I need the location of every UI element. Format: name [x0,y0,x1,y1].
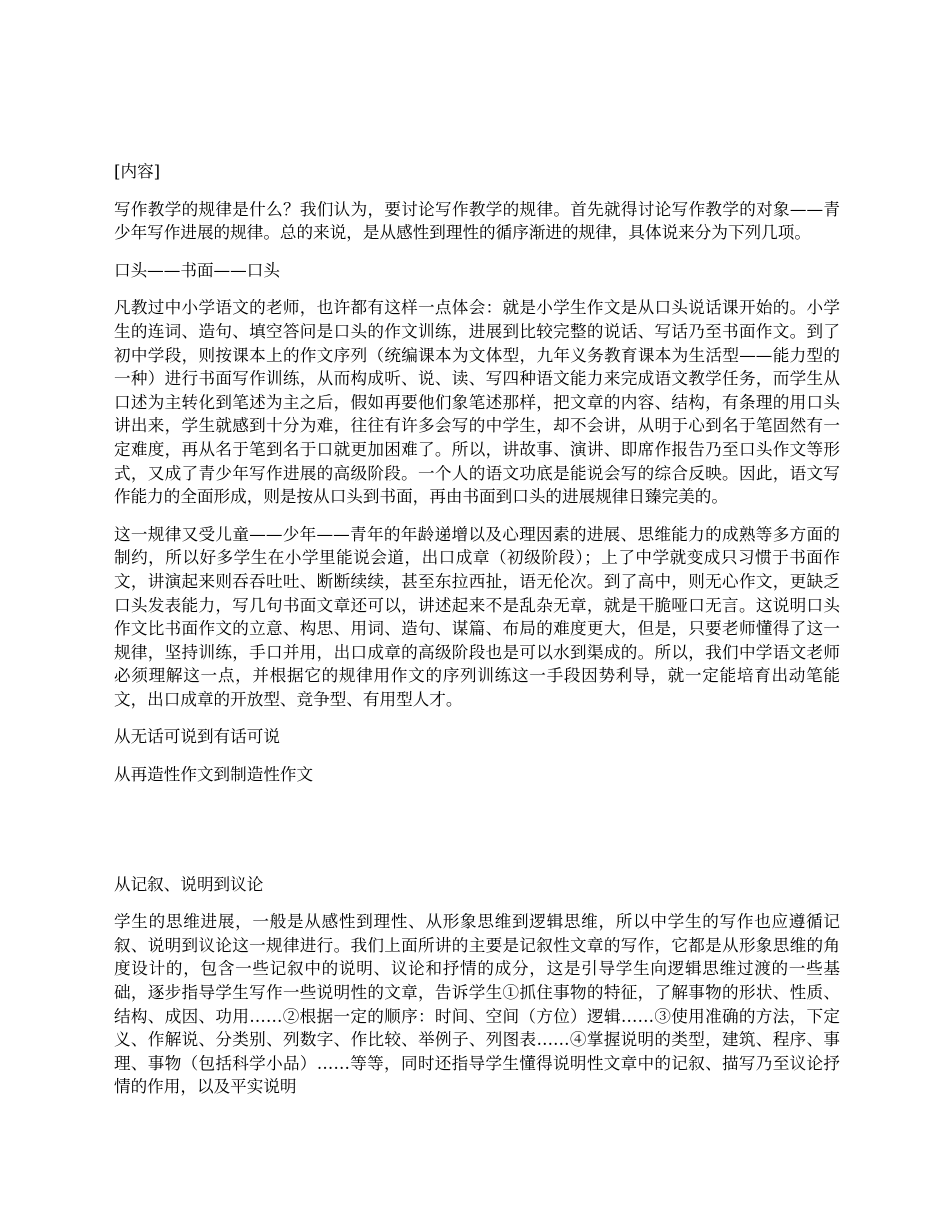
section-heading-oral-written-oral: 口头——书面——口头 [114,260,280,280]
section-heading-narration-to-argument: 从记叙、说明到议论 [114,874,264,894]
section-heading-reproductive-to-creative: 从再造性作文到制造性作文 [114,765,314,785]
content-label: [内容] [114,162,161,181]
section4-paragraph-1: 学生的思维进展，一般是从感性到理性、从形象思维到逻辑思维，所以中学生的写作也应遵循记叙、说明到议论这一规律进行。我们上面所讲的主要是记叙性文章的写作，它都是从形象思维的角度设计的，包含一些记叙中的说明、议论和抒情的成分，这是引导学生向逻辑思维过渡的一些基础，逐步指导学生写作一些说明性的文章，告诉学生①抓住事物的特征，了解事物的形状、性质、结构、成因、功用……②根据一定的顺序：时间、空间（方位）逻辑……③使用准确的方法，下定义、作解说、分类别、列数字、作比较、举例子、列图表……④掌握说明的类型，建筑、程序、事理、事物（包括科学小品）……等等，同时还指导学生懂得说明性文章中的记叙、描写乃至议论抒情的作用，以及平实说明 [114,912,840,1097]
intro-paragraph: 写作教学的规律是什么？我们认为，要讨论写作教学的规律。首先就得讨论写作教学的对象——青少年写作进展的规律。总的来说，是从感性到理性的循序渐进的规律，具体说来分为下列几项。 [114,199,840,243]
document-page [114,160,840,1099]
section1-paragraph-1: 凡教过中小学语文的老师，也许都有这样一点体会：就是小学生作文是从口头说话课开始的。小学生的连词、造句、填空答问是口头的作文训练，进展到比较完整的说话、写话乃至书面作文。到了初中学段，则按课本上的作文序列（统编课本为文体型，九年义务教育课本为生活型——能力型的一种）进行书面写作训练，从而构成听、说、读、写四种语文能力来完成语文教学任务，而学生从口述为主转化到笔述为主之后，假如再要他们象笔述那样，把文章的内容、结构，有条理的用口头讲出来，学生就感到十分为难，往往有许多会写的中学生，却不会讲，从明于心到名于笔固然有一定难度，再从名于笔到名于口就更加困难了。所以，讲故事、演讲、即席作报告乃至口头作文等形式，又成了青少年写作进展的高级阶段。一个人的语文功底是能说会写的综合反映。因此，语文写作能力的全面形成，则是按从口头到书面，再由书面到口头的进展规律日臻完美的。 [114,298,840,507]
section-heading-nothing-to-say: 从无话可说到有话可说 [114,727,280,747]
section1-paragraph-2: 这一规律又受儿童——少年——青年的年龄递增以及心理因素的进展、思维能力的成熟等多方面的制约，所以好多学生在小学里能说会道，出口成章（初级阶段）；上了中学就变成只习惯于书面作文，讲演起来则吞吞吐吐、断断续续，甚至东拉西扯，语无伦次。到了高中，则无心作文，更缺乏口头发表能力，写几句书面文章还可以，讲述起来不是乱杂无章，就是干脆哑口无言。这说明口头作文比书面作文的立意、构思、用词、造句、谋篇、布局的难度更大，但是，只要老师懂得了这一规律，坚持训练，手口并用，出口成章的高级阶段也是可以水到渠成的。所以，我们中学语文老师必须理解这一点，并根据它的规律用作文的序列训练这一手段因势利导，就一定能培育出动笔能文，出口成章的开放型、竞争型、有用型人才。 [114,524,840,709]
